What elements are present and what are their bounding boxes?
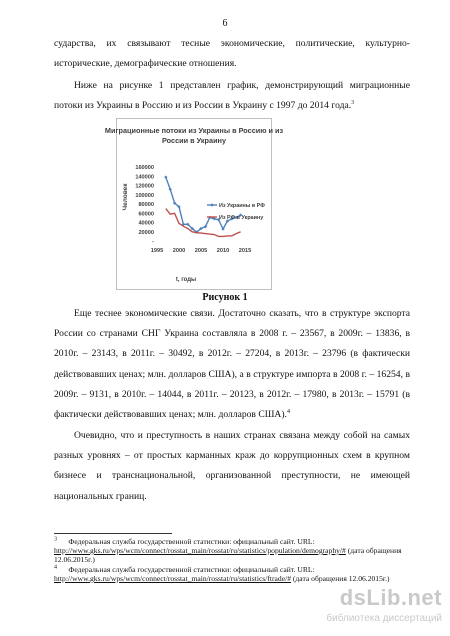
footnote-4-text: Федеральная служба государственной статистики: официальный сайт. URL:: [68, 565, 315, 574]
chart-legend: [207, 203, 265, 221]
y-tick-label: -: [152, 239, 154, 245]
footnote-3-text: Федеральная служба государственной статистики: официальный сайт. URL:: [68, 537, 315, 546]
footnote-4-link[interactable]: http://www.gks.ru/wps/wcm/connect/rosstat_main/rosstat/ru/statistics/ftrade/#: [54, 574, 291, 583]
legend-entry-label: Из Украины в РФ: [219, 203, 265, 209]
y-tick-label: 20000: [138, 229, 154, 236]
dslib-watermark: [304, 585, 442, 631]
footnote-ref-3: 3: [351, 100, 355, 107]
y-tick-label: 40000: [138, 220, 154, 227]
footnote-ref-4: 4: [286, 408, 290, 415]
y-tick-label: 160000: [135, 165, 154, 171]
footnote-divider: [54, 533, 172, 534]
y-tick-label: 100000: [135, 192, 154, 199]
paragraph-3-text: Еще теснее экономические связи. Достаточно сказать, что в структуре экспорта России со странами СНГ Украина составляла в 2008 г. – 23567, в 2009г. – 13836, в 2010г. – 23143, в 2011г. – 30492, в 2012г. – 27204, в 2013г. – 23796 (в фактически действовавших ценах; млн. долларов США), а в структуре импорта в 2008 г. – 16254, в 2009г. – 9131, в 2010г. – 14044, в 2011г. – 20123, в 2012г. – 17980, в 2013г. – 15791 (в фактически действовавших ценах; млн. долларов США).: [54, 308, 410, 421]
series-line-russia-to-ukraine: [166, 209, 241, 237]
chart-title-line-2: России в Украину: [161, 136, 227, 145]
data-point-ukraine-to-russia: [164, 175, 167, 178]
page-number: 6: [222, 18, 228, 29]
paragraph-2: [54, 76, 410, 116]
footnote-4-tail: (дата обращения 12.06.2015г.): [292, 574, 390, 583]
y-tick-label: 120000: [135, 183, 154, 190]
footnote-4-number: 4: [54, 564, 57, 571]
footnote-3-link[interactable]: http://www.gks.ru/wps/wcm/connect/rosstat_main/rosstat/ru/statistics/population/demography/#: [54, 546, 346, 555]
footnote-3-tail: (дата обращения 12.06.2015г.): [54, 546, 402, 564]
footnote-4: [54, 565, 410, 583]
y-axis-label: Человек: [122, 183, 129, 211]
chart-title-line-1: Миграционные потоки из Украины в Россию и из: [104, 126, 284, 135]
x-tick-label: 1995: [150, 248, 164, 254]
watermark-logo: dsLib.net: [339, 585, 442, 610]
figure-caption: Рисунок 1: [202, 292, 248, 303]
paragraph-1: сударства, их связывают тесные экономические, политические, культурно-исторические, демографические отношения.: [54, 38, 410, 70]
chart-svg: [104, 119, 284, 289]
watermark-tagline: библиотека диссертаций: [326, 613, 442, 624]
y-tick-label: 80000: [138, 202, 154, 208]
x-tick-label: 2010: [216, 248, 230, 254]
footnote-3: [54, 537, 410, 564]
y-tick-label: 60000: [138, 211, 154, 218]
legend-swatch-marker: [210, 203, 213, 206]
legend-entry-label: Из РФ в Украину: [219, 215, 264, 221]
y-tick-label: 140000: [135, 174, 154, 181]
x-tick-label: 2005: [194, 248, 208, 254]
paragraph-2-text: Ниже на рисунке 1 представлен график, демонстрирующий миграционные потоки из Украины в Россию и из России в Украину с 1997 до 2014 года.: [54, 80, 410, 112]
footnote-3-number: 3: [54, 536, 57, 543]
x-tick-label: 2000: [172, 248, 186, 254]
data-point-ukraine-to-russia: [169, 188, 172, 191]
paragraph-4: Очевидно, что и преступность в наших странах связана между собой на самых разных уровнях – от простых карманных краж до коррупционных схем в крупном бизнесе и транснациональной, организованной преступности, не имеющей национальных границ.: [54, 430, 410, 502]
x-axis-label: t, годы: [175, 277, 197, 283]
paragraph-3: [54, 304, 410, 425]
x-tick-label: 2015: [238, 248, 252, 254]
migration-chart: [104, 118, 284, 290]
